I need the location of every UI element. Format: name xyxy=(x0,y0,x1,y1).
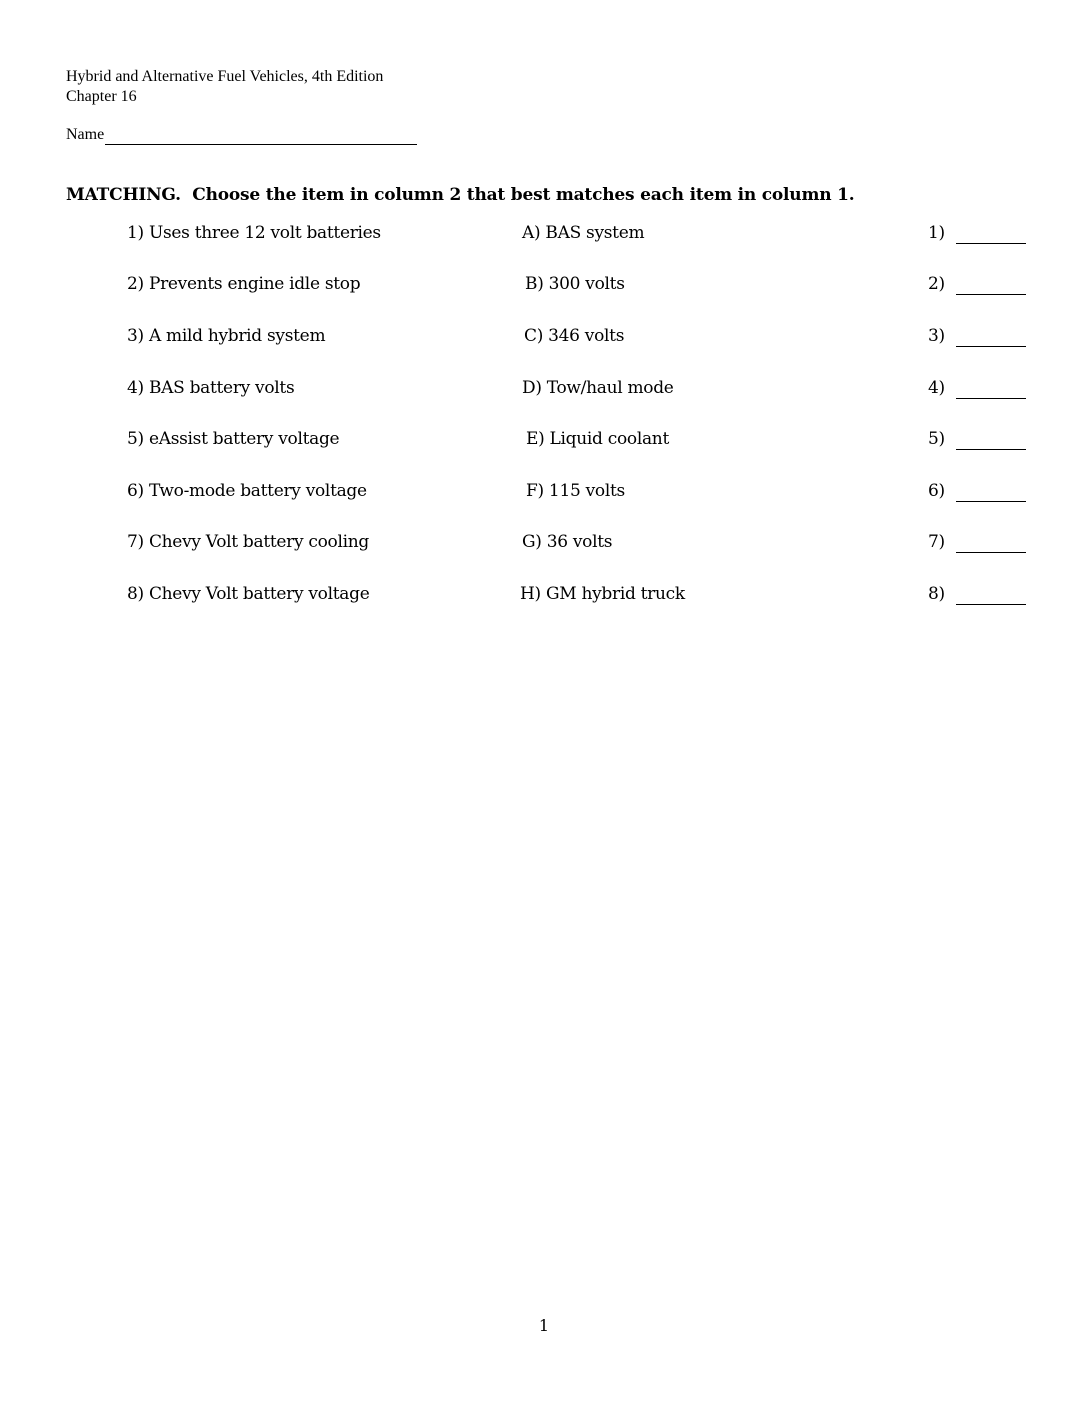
instructions: MATCHING. Choose the item in column 2 that best matches each item in column 1. xyxy=(66,185,855,205)
matching-row-3 xyxy=(0,326,1088,356)
matching-row-6 xyxy=(0,481,1088,511)
column1-item: 3) A mild hybrid system xyxy=(127,326,326,346)
column1-item: 4) BAS battery volts xyxy=(127,378,295,398)
column2-item: H) GM hybrid truck xyxy=(520,584,685,604)
answer-blank[interactable] xyxy=(956,346,1026,347)
column1-item: 7) Chevy Volt battery cooling xyxy=(127,532,369,552)
column1-item: 2) Prevents engine idle stop xyxy=(127,274,361,294)
column1-item: 6) Two-mode battery voltage xyxy=(127,481,367,501)
matching-row-4 xyxy=(0,378,1088,408)
column1-item: 1) Uses three 12 volt batteries xyxy=(127,223,381,243)
matching-row-2 xyxy=(0,274,1088,304)
name-label: Name xyxy=(66,126,105,143)
matching-row-5 xyxy=(0,429,1088,459)
answer-blank[interactable] xyxy=(956,294,1026,295)
page-number: 1 xyxy=(538,1316,550,1335)
answer-number: 8) xyxy=(928,584,945,604)
answer-number: 1) xyxy=(928,223,945,243)
column2-item: B) 300 volts xyxy=(525,274,625,294)
answer-blank[interactable] xyxy=(956,243,1026,244)
answer-number: 5) xyxy=(928,429,945,449)
answer-number: 2) xyxy=(928,274,945,294)
column2-item: E) Liquid coolant xyxy=(526,429,669,449)
answer-blank[interactable] xyxy=(956,449,1026,450)
matching-row-1 xyxy=(0,223,1088,253)
answer-number: 3) xyxy=(928,326,945,346)
matching-row-8 xyxy=(0,584,1088,614)
answer-blank[interactable] xyxy=(956,501,1026,502)
column1-item: 8) Chevy Volt battery voltage xyxy=(127,584,370,604)
answer-blank[interactable] xyxy=(956,604,1026,605)
column2-item: F) 115 volts xyxy=(526,481,625,501)
matching-row-7 xyxy=(0,532,1088,562)
book-title: Hybrid and Alternative Fuel Vehicles, 4th Edition xyxy=(66,68,384,85)
answer-number: 7) xyxy=(928,532,945,552)
name-input-line[interactable] xyxy=(105,125,417,145)
column2-item: A) BAS system xyxy=(522,223,645,243)
column1-item: 5) eAssist battery voltage xyxy=(127,429,340,449)
chapter-label: Chapter 16 xyxy=(66,88,137,105)
name-row xyxy=(66,125,417,145)
column2-item: G) 36 volts xyxy=(522,532,613,552)
answer-blank[interactable] xyxy=(956,398,1026,399)
answer-number: 4) xyxy=(928,378,945,398)
column2-item: C) 346 volts xyxy=(524,326,625,346)
column2-item: D) Tow/haul mode xyxy=(522,378,674,398)
answer-number: 6) xyxy=(928,481,945,501)
answer-blank[interactable] xyxy=(956,552,1026,553)
